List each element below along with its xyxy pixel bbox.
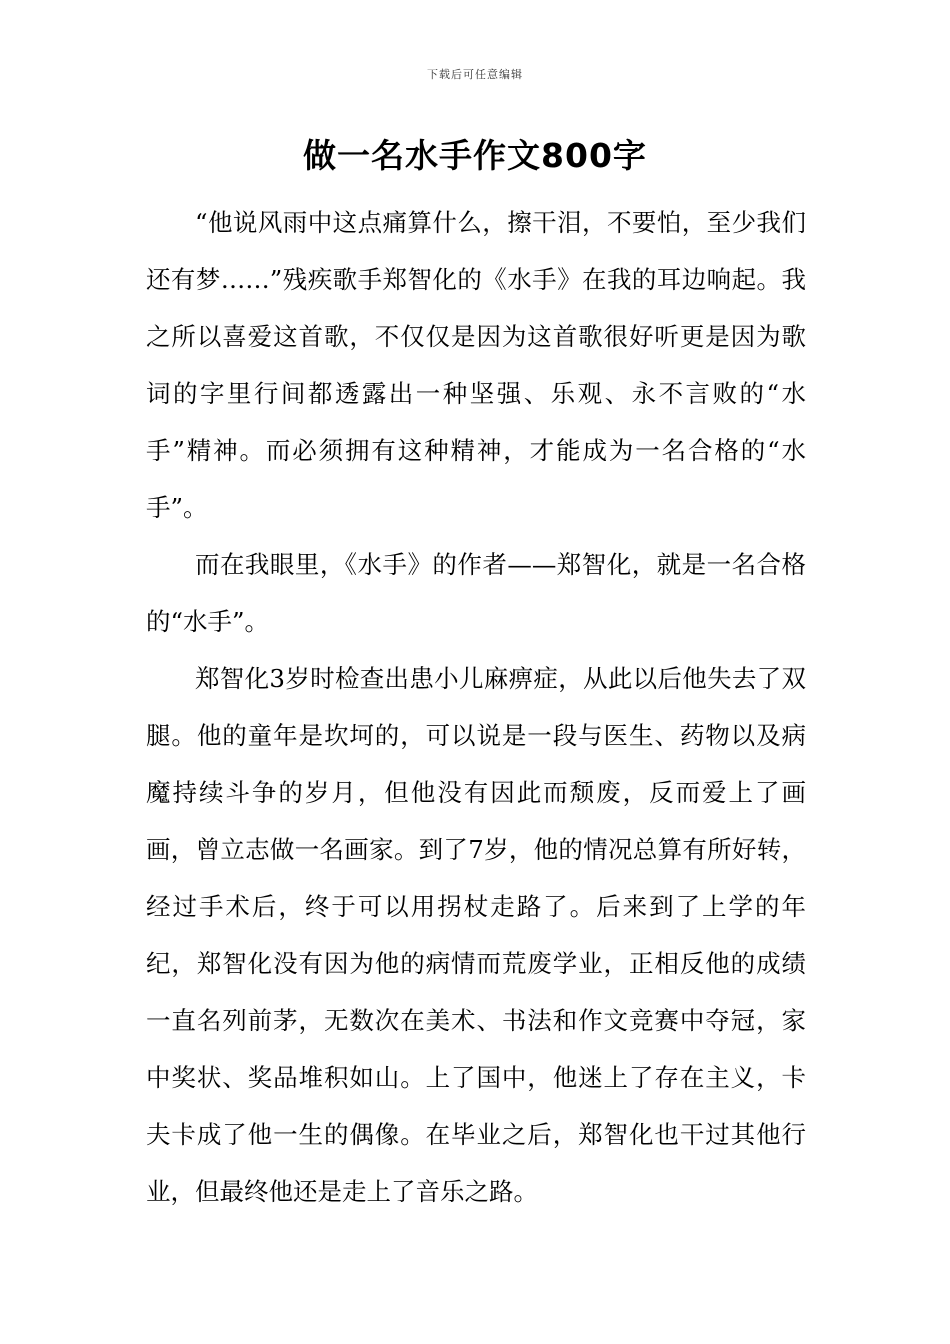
paragraph-1: “他说风雨中这点痛算什么，擦干泪，不要怕，至少我们还有梦……”残疾歌手郑智化的《水手》在我的耳边响起。我之所以喜爱这首歌，不仅仅是因为这首歌很好听更是因为歌词的字里行间都透露出一种坚强、乐观、永不言败的“水手”精神。而必须拥有这种精神，才能成为一名合格的“水手”。	[146, 208, 806, 522]
paragraph-3: 郑智化3岁时检查出患小儿麻痹症，从此以后他失去了双腿。他的童年是坎坷的，可以说是一段与医生、药物以及病魔持续斗争的岁月，但他没有因此而颓废，反而爱上了画画，曾立志做一名画家。到了7岁，他的情况总算有所好转，经过手术后，终于可以用拐杖走路了。后来到了上学的年纪，郑智化没有因为他的病情而荒废学业，正相反他的成绩一直名列前茅，无数次在美术、书法和作文竞赛中夺冠，家中奖状、奖品堆积如山。上了国中，他迷上了存在主义，卡夫卡成了他一生的偶像。在毕业之后，郑智化也干过其他行业，但最终他还是走上了音乐之路。	[146, 664, 806, 1206]
paragraph-2: 而在我眼里，《水手》的作者——郑智化，就是一名合格的“水手”。	[146, 550, 806, 636]
document-body	[146, 194, 806, 1220]
document-title: 做一名水手作文800字	[303, 136, 647, 175]
page-header-note: 下载后可任意编辑	[427, 68, 523, 81]
